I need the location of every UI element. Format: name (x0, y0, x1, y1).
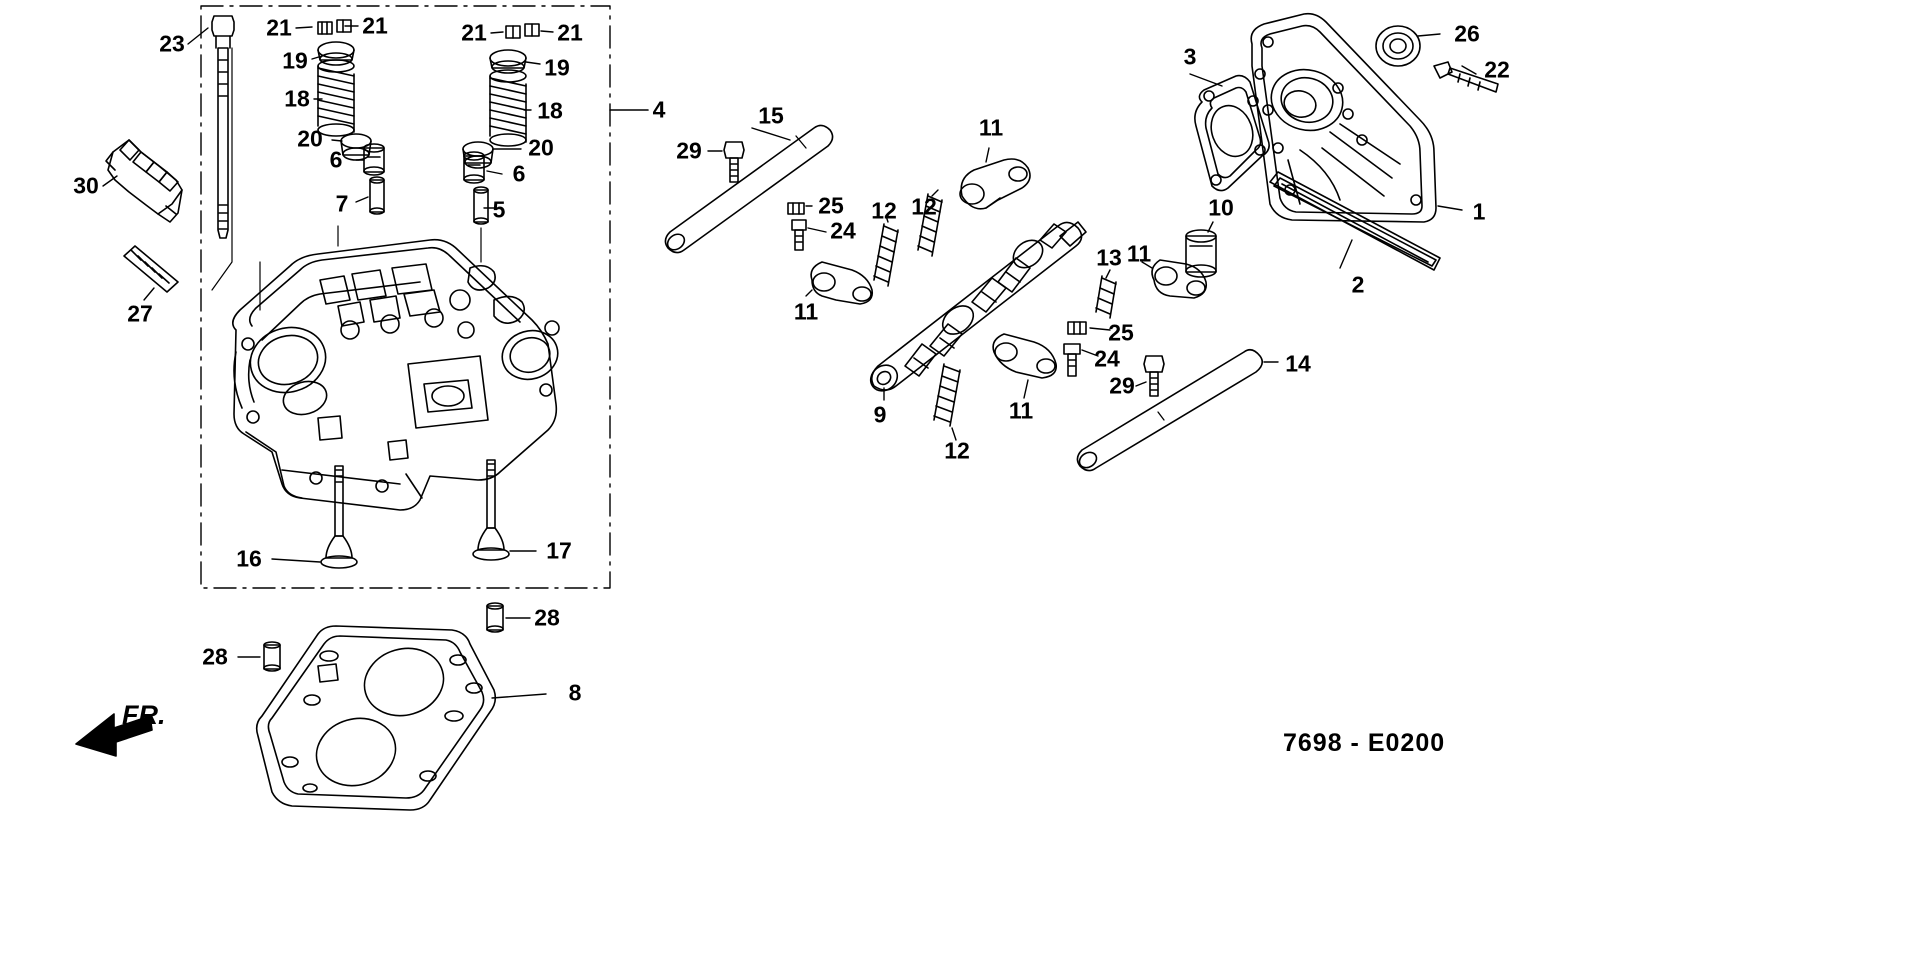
callout-11-d: 11 (1008, 397, 1034, 424)
callout-6-b: 6 (512, 160, 526, 187)
callout-24-b: 24 (1094, 345, 1120, 372)
part-24-pivot-bolt-upper (792, 220, 826, 250)
part-28-dowel-pin-a (487, 603, 530, 632)
callout-25-b: 25 (1108, 319, 1134, 346)
part-19-spring-retainer-right (490, 50, 540, 73)
part-12-spring-c (934, 364, 960, 440)
part-12-spring-b (874, 216, 898, 286)
part-4-cylinder-head (233, 240, 564, 510)
callout-16: 16 (236, 545, 262, 572)
callout-22: 22 (1484, 56, 1510, 83)
callout-10: 10 (1208, 194, 1234, 221)
callout-20-b: 20 (528, 134, 554, 161)
callout-3: 3 (1183, 43, 1197, 70)
part-10-camshaft-collar (1186, 222, 1216, 277)
part-21-valve-cotter-left-b (337, 20, 358, 32)
callout-6-a: 6 (329, 146, 343, 173)
callout-11-b: 11 (793, 298, 819, 325)
callout-27: 27 (127, 300, 153, 327)
callout-7: 7 (335, 190, 349, 217)
callout-20-a: 20 (297, 125, 323, 152)
projection-lines (212, 48, 481, 310)
part-7-valve-guide-left (356, 177, 384, 214)
part-13-spring-small (1096, 270, 1116, 318)
part-21-valve-cotter-left-a (296, 22, 332, 34)
callout-23: 23 (159, 30, 185, 57)
callout-29-a: 29 (676, 137, 702, 164)
callout-5: 5 (492, 196, 506, 223)
part-16-intake-valve (272, 466, 357, 568)
part-8-head-gasket (257, 626, 546, 810)
orientation-label: FR. (122, 700, 166, 730)
part-28-dowel-pin-b (238, 642, 280, 671)
part-24-pivot-bolt-lower (1064, 344, 1098, 376)
callout-1: 1 (1472, 198, 1486, 225)
callout-8: 8 (568, 679, 582, 706)
callout-12-a: 12 (911, 193, 937, 220)
callout-21-b: 21 (362, 12, 388, 39)
callout-30: 30 (73, 172, 99, 199)
part-3-gasket (1190, 74, 1269, 191)
figure-code: 7698 - E0200 (1283, 729, 1446, 757)
callout-14: 14 (1285, 350, 1311, 377)
callout-19-a: 19 (282, 47, 308, 74)
part-23-head-bolt (188, 16, 234, 238)
part-29-flange-bolt-upper (708, 142, 744, 182)
part-17-exhaust-valve (473, 460, 536, 560)
callout-18-a: 18 (284, 85, 310, 112)
callout-12-c: 12 (944, 437, 970, 464)
part-11-rocker-arm-a (960, 148, 1030, 209)
callout-21-d: 21 (557, 19, 583, 46)
callout-2: 2 (1351, 271, 1365, 298)
part-21-valve-cotter-right-a (491, 26, 520, 38)
part-29-flange-bolt-lower (1136, 356, 1164, 396)
part-25-washer-lower (1068, 322, 1110, 334)
callout-28-a: 28 (534, 604, 560, 631)
part-18-valve-spring-right (490, 70, 531, 146)
part-30-spark-plug (103, 140, 182, 222)
callout-12-b: 12 (871, 197, 897, 224)
part-25-washer-upper (788, 203, 812, 214)
callout-15: 15 (758, 102, 784, 129)
callout-21-c: 21 (461, 19, 487, 46)
part-21-valve-cotter-right-b (525, 24, 553, 36)
callout-11-c: 11 (1126, 240, 1152, 267)
part-27-stud-bolt (124, 246, 178, 300)
callout-17: 17 (546, 537, 572, 564)
callout-9: 9 (873, 401, 887, 428)
callout-4: 4 (652, 96, 666, 123)
callout-25-a: 25 (818, 192, 844, 219)
callout-26: 26 (1454, 20, 1480, 47)
callout-28-b: 28 (202, 643, 228, 670)
callout-13: 13 (1096, 244, 1122, 271)
callout-29-b: 29 (1109, 372, 1135, 399)
callout-19-b: 19 (544, 54, 570, 81)
part-11-rocker-arm-d (993, 334, 1056, 398)
callout-18-b: 18 (537, 97, 563, 124)
callout-21-a: 21 (266, 14, 292, 41)
callout-24-a: 24 (830, 217, 856, 244)
part-26-oil-seal (1376, 26, 1440, 66)
callout-11-a: 11 (978, 114, 1004, 141)
